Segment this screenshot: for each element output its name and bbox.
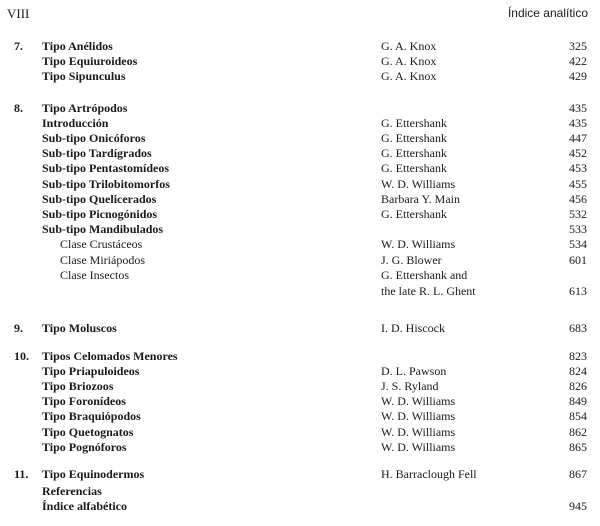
toc-title: Tipo Moluscos (42, 321, 117, 335)
toc-row (0, 467, 600, 481)
toc-author: G. A. Knox (381, 39, 437, 53)
toc-page: 867 (569, 467, 587, 481)
toc-row (0, 321, 600, 335)
toc-page: 429 (569, 69, 587, 83)
toc-row (0, 54, 600, 68)
toc-author: J. G. Blower (381, 253, 442, 267)
toc-page: 826 (569, 379, 587, 393)
toc-row (0, 379, 600, 393)
toc-title: Sub-tipo Quelicerados (42, 192, 157, 206)
toc-page: 435 (569, 116, 587, 130)
toc-page: 945 (569, 499, 587, 513)
toc-page: 613 (569, 284, 587, 298)
toc-page: 849 (569, 394, 587, 408)
toc-author: Barbara Y. Main (381, 192, 460, 206)
toc-number: 8. (14, 101, 23, 115)
toc-author: I. D. Hiscock (381, 321, 445, 335)
toc-title: Tipo Pognóforos (42, 440, 127, 454)
toc-author: G. Ettershank (381, 161, 447, 175)
toc-title: Tipo Equiuroideos (42, 54, 138, 68)
toc-row (0, 116, 600, 130)
toc-title: Tipos Celomados Menores (42, 349, 178, 363)
toc-row (0, 69, 600, 83)
page-number: VIII (7, 6, 30, 21)
toc-author: the late R. L. Ghent (381, 284, 476, 298)
toc-title: Sub-tipo Tardígrados (42, 146, 152, 160)
toc-row (0, 409, 600, 423)
toc-page: 862 (569, 425, 587, 439)
toc-title: Tipo Quetognatos (42, 425, 134, 439)
toc-title: Referencias (42, 484, 102, 498)
toc-author: G. Ettershank (381, 207, 447, 221)
toc-author: H. Barraclough Fell (381, 467, 477, 481)
toc-author: G. Ettershank and (381, 268, 468, 282)
toc-title: Introducción (42, 116, 109, 130)
toc-row (0, 440, 600, 454)
toc-page: 435 (569, 101, 587, 115)
toc-page: 422 (569, 54, 587, 68)
toc-title: Clase Miriápodos (60, 253, 145, 267)
toc-row (0, 177, 600, 191)
toc-row (0, 101, 600, 115)
toc-title: Sub-tipo Onicóforos (42, 131, 146, 145)
toc-title: Sub-tipo Pentastomídeos (42, 161, 170, 175)
toc-page: 865 (569, 440, 587, 454)
toc-author: G. Ettershank (381, 146, 447, 160)
toc-title: Sub-tipo Mandibulados (42, 222, 164, 236)
toc-page: 534 (569, 237, 587, 251)
toc-title: Tipo Equinodermos (42, 467, 145, 481)
toc-page: 683 (569, 321, 587, 335)
toc-page: 601 (569, 253, 587, 267)
toc-row (0, 161, 600, 175)
toc-title: Clase Insectos (60, 268, 129, 282)
toc-title: Tipo Anélidos (42, 39, 113, 53)
toc-author: W. D. Williams (381, 440, 456, 454)
toc-row (0, 284, 600, 298)
toc-row (0, 253, 600, 267)
running-header: Índice analítico (507, 6, 588, 20)
toc-page: 533 (569, 222, 587, 236)
toc-row (0, 484, 600, 498)
toc-author: G. A. Knox (381, 54, 437, 68)
toc-title: Tipo Sipunculus (42, 69, 126, 83)
toc-title: Sub-tipo Picnogónidos (42, 207, 158, 221)
toc-author: D. L. Pawson (381, 364, 447, 378)
toc-author: J. S. Ryland (381, 379, 439, 393)
toc-row (0, 425, 600, 439)
toc-row (0, 499, 600, 513)
toc-page: 455 (569, 177, 587, 191)
toc-page: 447 (569, 131, 587, 145)
toc-author: W. D. Williams (381, 394, 456, 408)
toc-page: 325 (569, 39, 587, 53)
toc-page: 452 (569, 146, 587, 160)
toc-row (0, 146, 600, 160)
toc-row (0, 39, 600, 53)
toc-title: Índice alfabético (42, 499, 127, 513)
toc-row (0, 268, 600, 282)
toc-number: 11. (14, 467, 29, 481)
toc-page: 453 (569, 161, 587, 175)
toc-author: W. D. Williams (381, 409, 456, 423)
toc-title: Tipo Briozoos (42, 379, 114, 393)
toc-author: G. Ettershank (381, 131, 447, 145)
toc-row (0, 192, 600, 206)
toc-page: 456 (569, 192, 587, 206)
toc-page: 532 (569, 207, 587, 221)
toc-author: G. A. Knox (381, 69, 437, 83)
toc-row (0, 364, 600, 378)
toc-author: G. Ettershank (381, 116, 447, 130)
toc-title: Tipo Braquiópodos (42, 409, 141, 423)
toc-author: W. D. Williams (381, 177, 456, 191)
toc-title: Tipo Priapuloideos (42, 364, 140, 378)
toc-row (0, 222, 600, 236)
toc-number: 9. (14, 321, 23, 335)
toc-row (0, 349, 600, 363)
toc-row (0, 237, 600, 251)
toc-row (0, 394, 600, 408)
toc-author: W. D. Williams (381, 237, 456, 251)
toc-number: 10. (14, 349, 29, 363)
toc-page: 823 (569, 349, 587, 363)
toc-title: Sub-tipo Trilobitomorfos (42, 177, 170, 191)
toc-page: 854 (569, 409, 587, 423)
toc-page: 824 (569, 364, 587, 378)
toc-title: Tipo Artrópodos (42, 101, 128, 115)
toc-row (0, 207, 600, 221)
toc-number: 7. (14, 39, 23, 53)
toc-row (0, 131, 600, 145)
toc-title: Tipo Foronídeos (42, 394, 126, 408)
toc-title: Clase Crustáceos (60, 237, 143, 251)
toc-author: W. D. Williams (381, 425, 456, 439)
